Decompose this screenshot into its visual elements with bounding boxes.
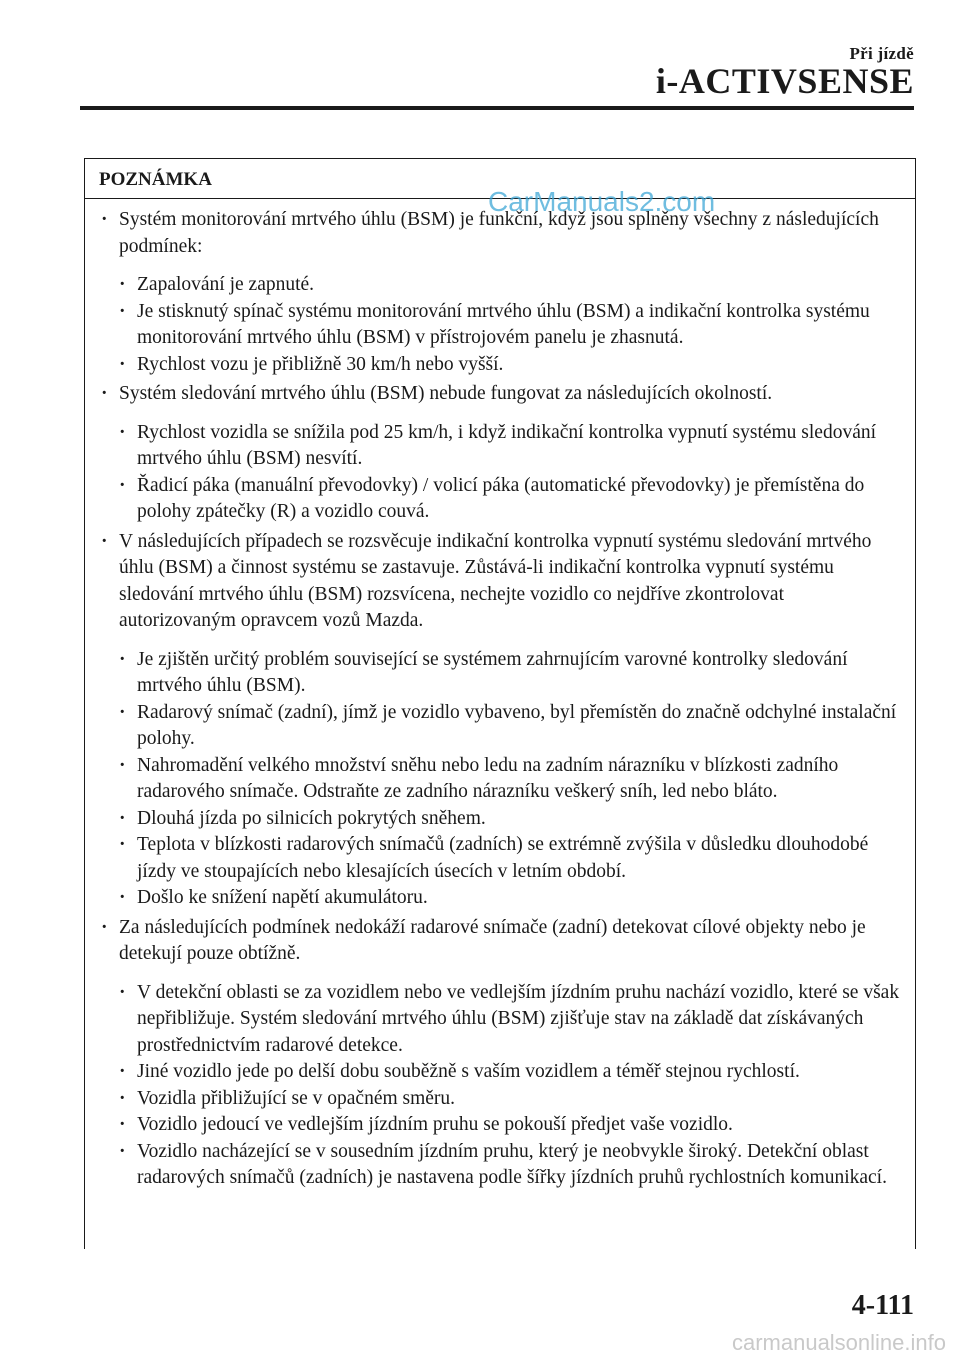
note-subitem: · Dlouhá jízda po silnicích pokrytých sněhem. bbox=[99, 806, 901, 833]
note-subitem: · V detekční oblasti se za vozidlem nebo ve vedlejším jízdním pruhu nachází vozidlo, které se však nepřibližuje. Systém sledování mrtvého úhlu (BSM) zjišťuje stav na základě dat získávaných prostřednictvím radarové detekce. bbox=[99, 980, 901, 1060]
note-subitem: · Rychlost vozu je přibližně 30 km/h nebo vyšší. bbox=[99, 352, 901, 379]
note-subitem: · Zapalování je zapnuté. bbox=[99, 272, 901, 299]
section-label: Při jízdě bbox=[849, 44, 914, 63]
note-heading: POZNÁMKA bbox=[85, 159, 915, 199]
note-subitem: · Teplota v blízkosti radarových snímačů (zadních) se extrémně zvýšila v důsledku dlouhodobé jízdy ve stoupajících nebo klesajících úsecích v letním období. bbox=[99, 832, 901, 885]
note-subitem: · Řadicí páka (manuální převodovky) / volicí páka (automatické převodovky) je přemístěna do polohy zpátečky (R) a vozidlo couvá. bbox=[99, 473, 901, 526]
note-subitem: · Vozidla přibližující se v opačném směru. bbox=[99, 1086, 901, 1113]
page-number: 4-111 bbox=[851, 1290, 914, 1321]
note-box bbox=[84, 158, 916, 1249]
watermark-bottom: carmanualsonline.info bbox=[731, 1330, 946, 1355]
note-subitem: · Vozidlo nacházející se v sousedním jízdním pruhu, který je neobvykle široký. Detekční oblast radarových snímačů (zadních) je nastavena podle šířky jízdních pruhů rychlostních komunikací. bbox=[99, 1139, 901, 1192]
note-item: · V následujících případech se rozsvěcuje indikační kontrolka vypnutí systému sledování mrtvého úhlu (BSM) a činnost systému se zastavuje. Zůstává-li indikační kontrolka vypnutí systému sledování mrtvého úhlu (BSM) rozsvícena, nechejte vozidlo co nejdříve zkontrolovat autorizovaným opravcem vozů Mazda. bbox=[99, 529, 901, 635]
header-divider bbox=[80, 106, 914, 110]
note-item: · Systém sledování mrtvého úhlu (BSM) nebude fungovat za následujících okolností. bbox=[99, 381, 901, 408]
note-subitem: · Nahromadění velkého množství sněhu nebo ledu na zadním nárazníku v blízkosti zadního radarového snímače. Odstraňte ze zadního nárazníku veškerý sníh, led nebo bláto. bbox=[99, 753, 901, 806]
note-subitem: · Jiné vozidlo jede po delší dobu souběžně s vaším vozidlem a téměř stejnou rychlostí. bbox=[99, 1059, 901, 1086]
note-body bbox=[85, 199, 915, 1192]
note-subitem: · Vozidlo jedoucí ve vedlejším jízdním pruhu se pokouší předjet vaše vozidlo. bbox=[99, 1112, 901, 1139]
watermark-top: CarManuals2.com bbox=[488, 186, 716, 217]
note-subitem: · Je zjištěn určitý problém související se systémem zahrnujícím varovné kontrolky sledování mrtvého úhlu (BSM). bbox=[99, 647, 901, 700]
note-subitem: · Rychlost vozidla se snížila pod 25 km/h, i když indikační kontrolka vypnutí systému sledování mrtvého úhlu (BSM) nesvítí. bbox=[99, 420, 901, 473]
note-subitem: · Došlo ke snížení napětí akumulátoru. bbox=[99, 885, 901, 912]
chapter-title: i-ACTIVSENSE bbox=[655, 61, 914, 101]
note-item: · Za následujících podmínek nedokáží radarové snímače (zadní) detekovat cílové objekty nebo je detekují pouze obtížně. bbox=[99, 915, 901, 968]
note-subitem: · Radarový snímač (zadní), jímž je vozidlo vybaveno, byl přemístěn do značně odchylné instalační polohy. bbox=[99, 700, 901, 753]
note-subitem: · Je stisknutý spínač systému monitorování mrtvého úhlu (BSM) a indikační kontrolka systému monitorování mrtvého úhlu (BSM) v přístrojovém panelu je zhasnutá. bbox=[99, 299, 901, 352]
note-item: · Systém monitorování mrtvého úhlu (BSM) je funkční, když jsou splněny všechny z následujících podmínek: bbox=[99, 207, 901, 260]
